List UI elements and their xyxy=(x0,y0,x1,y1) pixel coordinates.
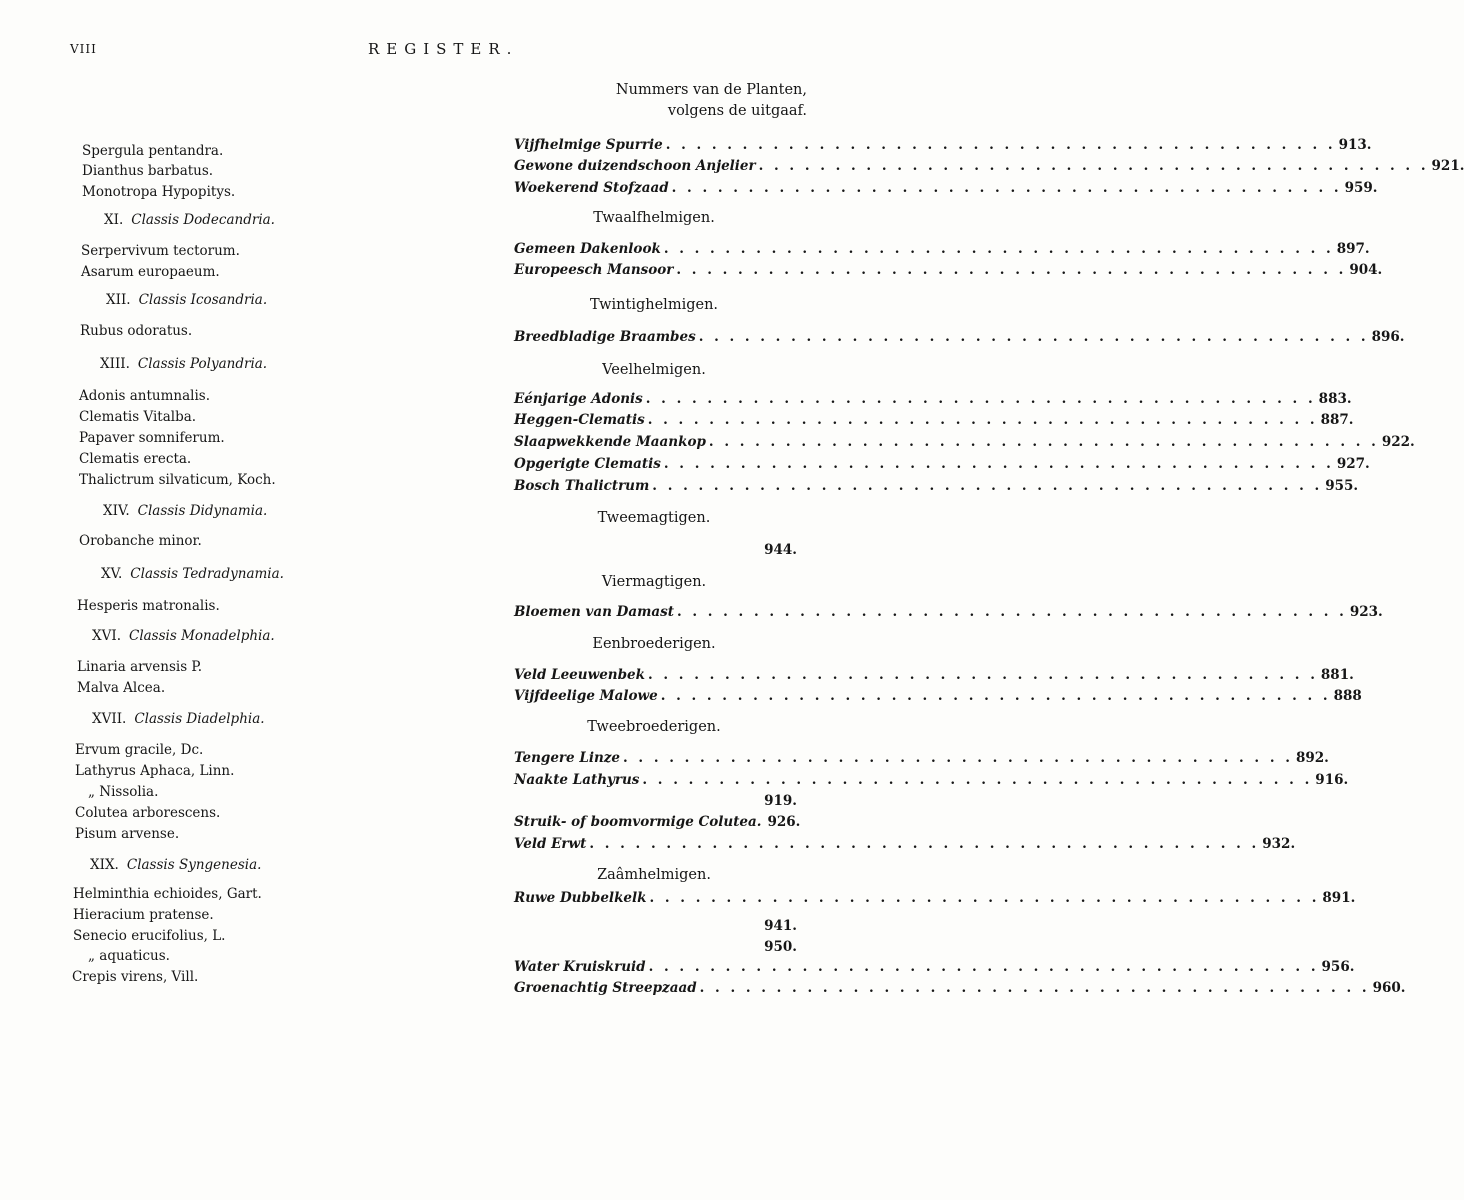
dutch-plant-entry xyxy=(514,667,1354,683)
dutch-plant-entry xyxy=(514,750,1329,766)
dutch-plant-name: Europeesch Mansoor xyxy=(514,262,674,278)
dutch-plant-name: Bosch Thalictrum xyxy=(514,478,650,494)
plant-number: 923. xyxy=(1349,604,1383,620)
class-numeral: XIX. xyxy=(90,857,119,873)
latin-plant-name: Adonis antumnalis. xyxy=(79,388,211,404)
plant-number: 941. xyxy=(764,918,797,934)
dutch-class-heading: Tweebroederigen. xyxy=(587,719,721,735)
dutch-class-heading: Tweemagtigen. xyxy=(597,510,711,526)
dutch-plant-name: Veld Erwt xyxy=(514,836,587,852)
dot-leader: . . . . . . . . . . . . . . . . . . . . . . . . . . . . . . . . . . . . . . . . . . . . xyxy=(589,836,1260,852)
plant-number: 904. xyxy=(1349,262,1383,278)
linnaean-class-heading xyxy=(104,212,275,228)
column-heading-line-1: Nummers van de Planten, xyxy=(615,82,807,98)
plant-number: 927. xyxy=(1336,456,1370,472)
dutch-plant-name: Bloemen van Damast xyxy=(514,604,674,620)
plant-number: 919. xyxy=(764,793,797,809)
plant-number: 922. xyxy=(1381,434,1415,450)
linnaean-class-heading xyxy=(90,857,261,873)
linnaean-class-heading xyxy=(106,292,267,308)
class-name: Classis Didynamia. xyxy=(137,503,268,519)
latin-plant-name: Spergula pentandra. xyxy=(82,143,224,159)
dot-leader: . . . . . . . . . . . . . . . . . . . . . . . . . . . . . . . . . . . . . . . . . . . . xyxy=(652,478,1323,494)
dutch-plant-name: Gewone duizendschoon Anjelier xyxy=(514,158,756,174)
latin-plant-name: Monotropa Hypopitys. xyxy=(82,184,236,200)
dot-leader: . . . . . . . . . . . . . . . . . . . . . . . . . . . . . . . . . . . . . . . . . . . . xyxy=(647,412,1318,428)
class-numeral: XVI. xyxy=(92,628,121,644)
latin-plant-name: Serpervivum tectorum. xyxy=(81,243,240,259)
latin-plant-name: Rubus odoratus. xyxy=(80,323,193,339)
class-numeral: XII. xyxy=(106,292,131,308)
plant-number: 897. xyxy=(1336,241,1370,257)
plant-number: 883. xyxy=(1318,391,1352,407)
plant-number: 956. xyxy=(1321,959,1355,975)
column-heading-line-2: volgens de uitgaaf. xyxy=(667,103,807,119)
class-numeral: XIV. xyxy=(103,503,130,519)
class-numeral: XIII. xyxy=(100,356,130,372)
dot-leader: . . . . . . . . . . . . . . . . . . . . . . . . . . . . . . . . . . . . . . . . . . . . xyxy=(699,980,1370,996)
class-name: Classis Dodecandria. xyxy=(131,212,275,228)
dutch-plant-entry xyxy=(514,329,1405,345)
latin-plant-name: Thalictrum silvaticum, Koch. xyxy=(79,472,276,488)
plant-number: 921. xyxy=(1431,158,1464,174)
dot-leader: . . . . . . . . . . . . . . . . . . . . . . . . . . . . . . . . . . . . . . . . . . . . xyxy=(665,137,1336,153)
dutch-class-heading: Viermagtigen. xyxy=(601,574,707,590)
latin-plant-name: Hesperis matronalis. xyxy=(77,598,220,614)
linnaean-class-heading xyxy=(92,628,275,644)
plant-number: 950. xyxy=(764,939,797,955)
latin-plant-name: Malva Alcea. xyxy=(77,680,166,696)
dutch-plant-entry xyxy=(514,478,1359,494)
class-name: Classis Monadelphia. xyxy=(128,628,275,644)
dot-leader: . . . . . . . . . . . . . . . . . . . . . . . . . . . . . . . . . . . . . . . . . . . . xyxy=(663,456,1334,472)
latin-plant-name: Linaria arvensis P. xyxy=(77,659,203,675)
latin-plant-name: Clematis erecta. xyxy=(79,451,192,467)
class-numeral: XVII. xyxy=(92,711,127,727)
dot-leader: . . . . . . . . . . . . . . . . . . . . . . . . . . . . . . . . . . . . . . . . . . . . xyxy=(649,890,1320,906)
latin-plant-name: Helminthia echioides, Gart. xyxy=(73,886,262,902)
plant-number: 881. xyxy=(1320,667,1354,683)
dot-leader: . . . . . . . . . . . . . . . . . . . . . . . . . . . . . . . . . . . . . . . . . . . . xyxy=(663,241,1334,257)
dutch-plant-entry xyxy=(514,890,1356,906)
linnaean-class-heading xyxy=(92,711,265,727)
latin-plant-name: Lathyrus Aphaca, Linn. xyxy=(75,763,235,779)
class-name: Classis Syngenesia. xyxy=(126,857,262,873)
dutch-plant-entry xyxy=(514,836,1296,852)
latin-plant-name: Pisum arvense. xyxy=(75,826,180,842)
plant-number: 955. xyxy=(1325,478,1359,494)
dutch-class-heading: Eenbroederigen. xyxy=(592,636,716,652)
dutch-class-heading: Veelhelmigen. xyxy=(602,362,706,378)
latin-plant-name: Crepis virens, Vill. xyxy=(72,969,199,985)
dutch-plant-entry xyxy=(514,391,1352,407)
dot-leader: . . . . . . . . . . . . . . . . . . . . . . . . . . . . . . . . . . . . . . . . . . . . xyxy=(676,604,1347,620)
dutch-plant-name: Slaapwekkende Maankop xyxy=(514,434,706,450)
dutch-plant-name: Heggen-Clematis xyxy=(514,412,645,428)
class-name: Classis Tedradynamia. xyxy=(130,566,284,582)
dot-leader: . . . . . . . . . . . . . . . . . . . . . . . . . . . . . . . . . . . . . . . . . . . . xyxy=(648,667,1318,683)
dot-leader: . . . . . . . . . . . . . . . . . . . . . . . . . . . . . . . . . . . . . . . . . . . . xyxy=(671,180,1342,196)
latin-plant-name: Dianthus barbatus. xyxy=(82,163,214,179)
plant-number: 926. xyxy=(767,814,801,830)
latin-plant-name: Senecio erucifolius, L. xyxy=(73,928,226,944)
latin-plant-name: Asarum europaeum. xyxy=(81,264,220,280)
dutch-class-heading: Twaalfhelmigen. xyxy=(593,210,715,226)
dutch-plant-entry xyxy=(514,412,1354,428)
plant-number: 892. xyxy=(1295,750,1329,766)
class-numeral: XI. xyxy=(104,212,124,228)
dutch-plant-name: Groenachtig Streepzaad xyxy=(514,980,697,996)
class-name: Classis Diadelphia. xyxy=(134,711,265,727)
latin-plant-name: „ Nissolia. xyxy=(88,784,159,800)
plant-number: 888 xyxy=(1333,688,1362,704)
latin-plant-name: Ervum gracile, Dc. xyxy=(75,742,204,758)
dot-leader: . . . . . . . . . . . . . . . . . . . . . . . . . . . . . . . . . . . . . . . . . . . . xyxy=(648,959,1319,975)
running-title: REGISTER. xyxy=(368,40,519,58)
dutch-plant-entry xyxy=(514,137,1372,153)
latin-plant-name: Hieracium pratense. xyxy=(73,907,214,923)
dot-leader: . . . . . . . . . . . . . . . . . . . . . . . . . . . . . . . . . . . . . . . . . . . . xyxy=(642,772,1313,788)
dutch-plant-entry xyxy=(514,434,1415,450)
page-number: VIII xyxy=(70,42,97,56)
dot-leader: . . . . . . . . . . . . . . . . . . . . . . . . . . . . . . . . . . . . . . . . . . . . xyxy=(758,158,1429,174)
plant-number: 913. xyxy=(1338,137,1372,153)
plant-number: 916. xyxy=(1315,772,1349,788)
dutch-plant-entry xyxy=(514,959,1355,975)
dutch-plant-name: Naakte Lathyrus xyxy=(514,772,640,788)
dot-leader: . . . . . . . . . . . . . . . . . . . . . . . . . . . . . . . . . . . . . . . . . . . . xyxy=(623,750,1293,766)
latin-plant-name: Clematis Vitalba. xyxy=(79,409,197,425)
latin-plant-name: Orobanche minor. xyxy=(79,533,202,549)
dutch-plant-name: Breedbladige Braambes xyxy=(514,329,696,345)
dutch-plant-name: Gemeen Dakenlook xyxy=(514,241,661,257)
dot-leader: . . . . . . . . . . . . . . . . . . . . . . . . . . . . . . . . . . . . . . . . . . . . xyxy=(660,688,1331,704)
plant-number: 960. xyxy=(1372,980,1406,996)
dutch-plant-entry xyxy=(514,980,1406,996)
class-name: Classis Polyandria. xyxy=(137,356,268,372)
dutch-plant-name: Ruwe Dubbelkelk xyxy=(514,890,647,906)
dutch-plant-name: Tengere Linze xyxy=(514,750,621,766)
dot-leader: . . . . . . . . . . . . . . . . . . . . . . . . . . . . . . . . . . . . . . . . . . . . xyxy=(676,262,1347,278)
dutch-plant-entry xyxy=(514,456,1370,472)
dot-leader: . . . . . . . . . . . . . . . . . . . . . . . . . . . . . . . . . . . . . . . . . . . . xyxy=(698,329,1369,345)
class-name: Classis Icosandria. xyxy=(138,292,268,308)
dutch-plant-name: Eénjarige Adonis xyxy=(514,391,643,407)
plant-number: 944. xyxy=(764,542,797,558)
class-numeral: XV. xyxy=(101,566,123,582)
latin-plant-name: Colutea arborescens. xyxy=(75,805,221,821)
column-heading xyxy=(616,80,807,122)
dutch-plant-name: Vijfhelmige Spurrie xyxy=(514,137,663,153)
dutch-plant-entry xyxy=(514,262,1383,278)
plant-number: 959. xyxy=(1344,180,1378,196)
plant-number: 896. xyxy=(1371,329,1405,345)
dutch-plant-entry xyxy=(514,688,1362,704)
latin-plant-name: Papaver somniferum. xyxy=(79,430,225,446)
dot-leader: . . . . . . . . . . . . . . . . . . . . . . . . . . . . . . . . . . . . . . . . . . . . xyxy=(645,391,1316,407)
linnaean-class-heading xyxy=(100,356,267,372)
dutch-plant-name: Vijfdeelige Malowe xyxy=(514,688,658,704)
dutch-plant-name: Veld Leeuwenbek xyxy=(514,667,645,683)
dutch-plant-name: Water Kruiskruid xyxy=(514,959,646,975)
dutch-plant-entry xyxy=(514,158,1464,174)
dutch-class-heading: Zaâmhelmigen. xyxy=(597,867,711,883)
latin-plant-name: „ aquaticus. xyxy=(88,948,170,964)
plant-number: 891. xyxy=(1322,890,1356,906)
dutch-plant-entry xyxy=(514,772,1349,788)
dutch-class-heading: Twintighelmigen. xyxy=(589,297,719,313)
dutch-plant-entry xyxy=(514,604,1383,620)
dutch-plant-entry xyxy=(514,241,1370,257)
dutch-plant-name: Opgerigte Clematis xyxy=(514,456,661,472)
dutch-plant-entry xyxy=(514,180,1378,196)
dutch-plant-entry xyxy=(514,814,801,830)
dutch-plant-name: Woekerend Stofzaad xyxy=(514,180,669,196)
linnaean-class-heading xyxy=(103,503,267,519)
dutch-plant-name: Struik- of boomvormige Colutea. xyxy=(514,814,762,830)
linnaean-class-heading xyxy=(101,566,284,582)
plant-number: 932. xyxy=(1262,836,1296,852)
dot-leader: . . . . . . . . . . . . . . . . . . . . . . . . . . . . . . . . . . . . . . . . . . . . xyxy=(708,434,1379,450)
plant-number: 887. xyxy=(1320,412,1354,428)
